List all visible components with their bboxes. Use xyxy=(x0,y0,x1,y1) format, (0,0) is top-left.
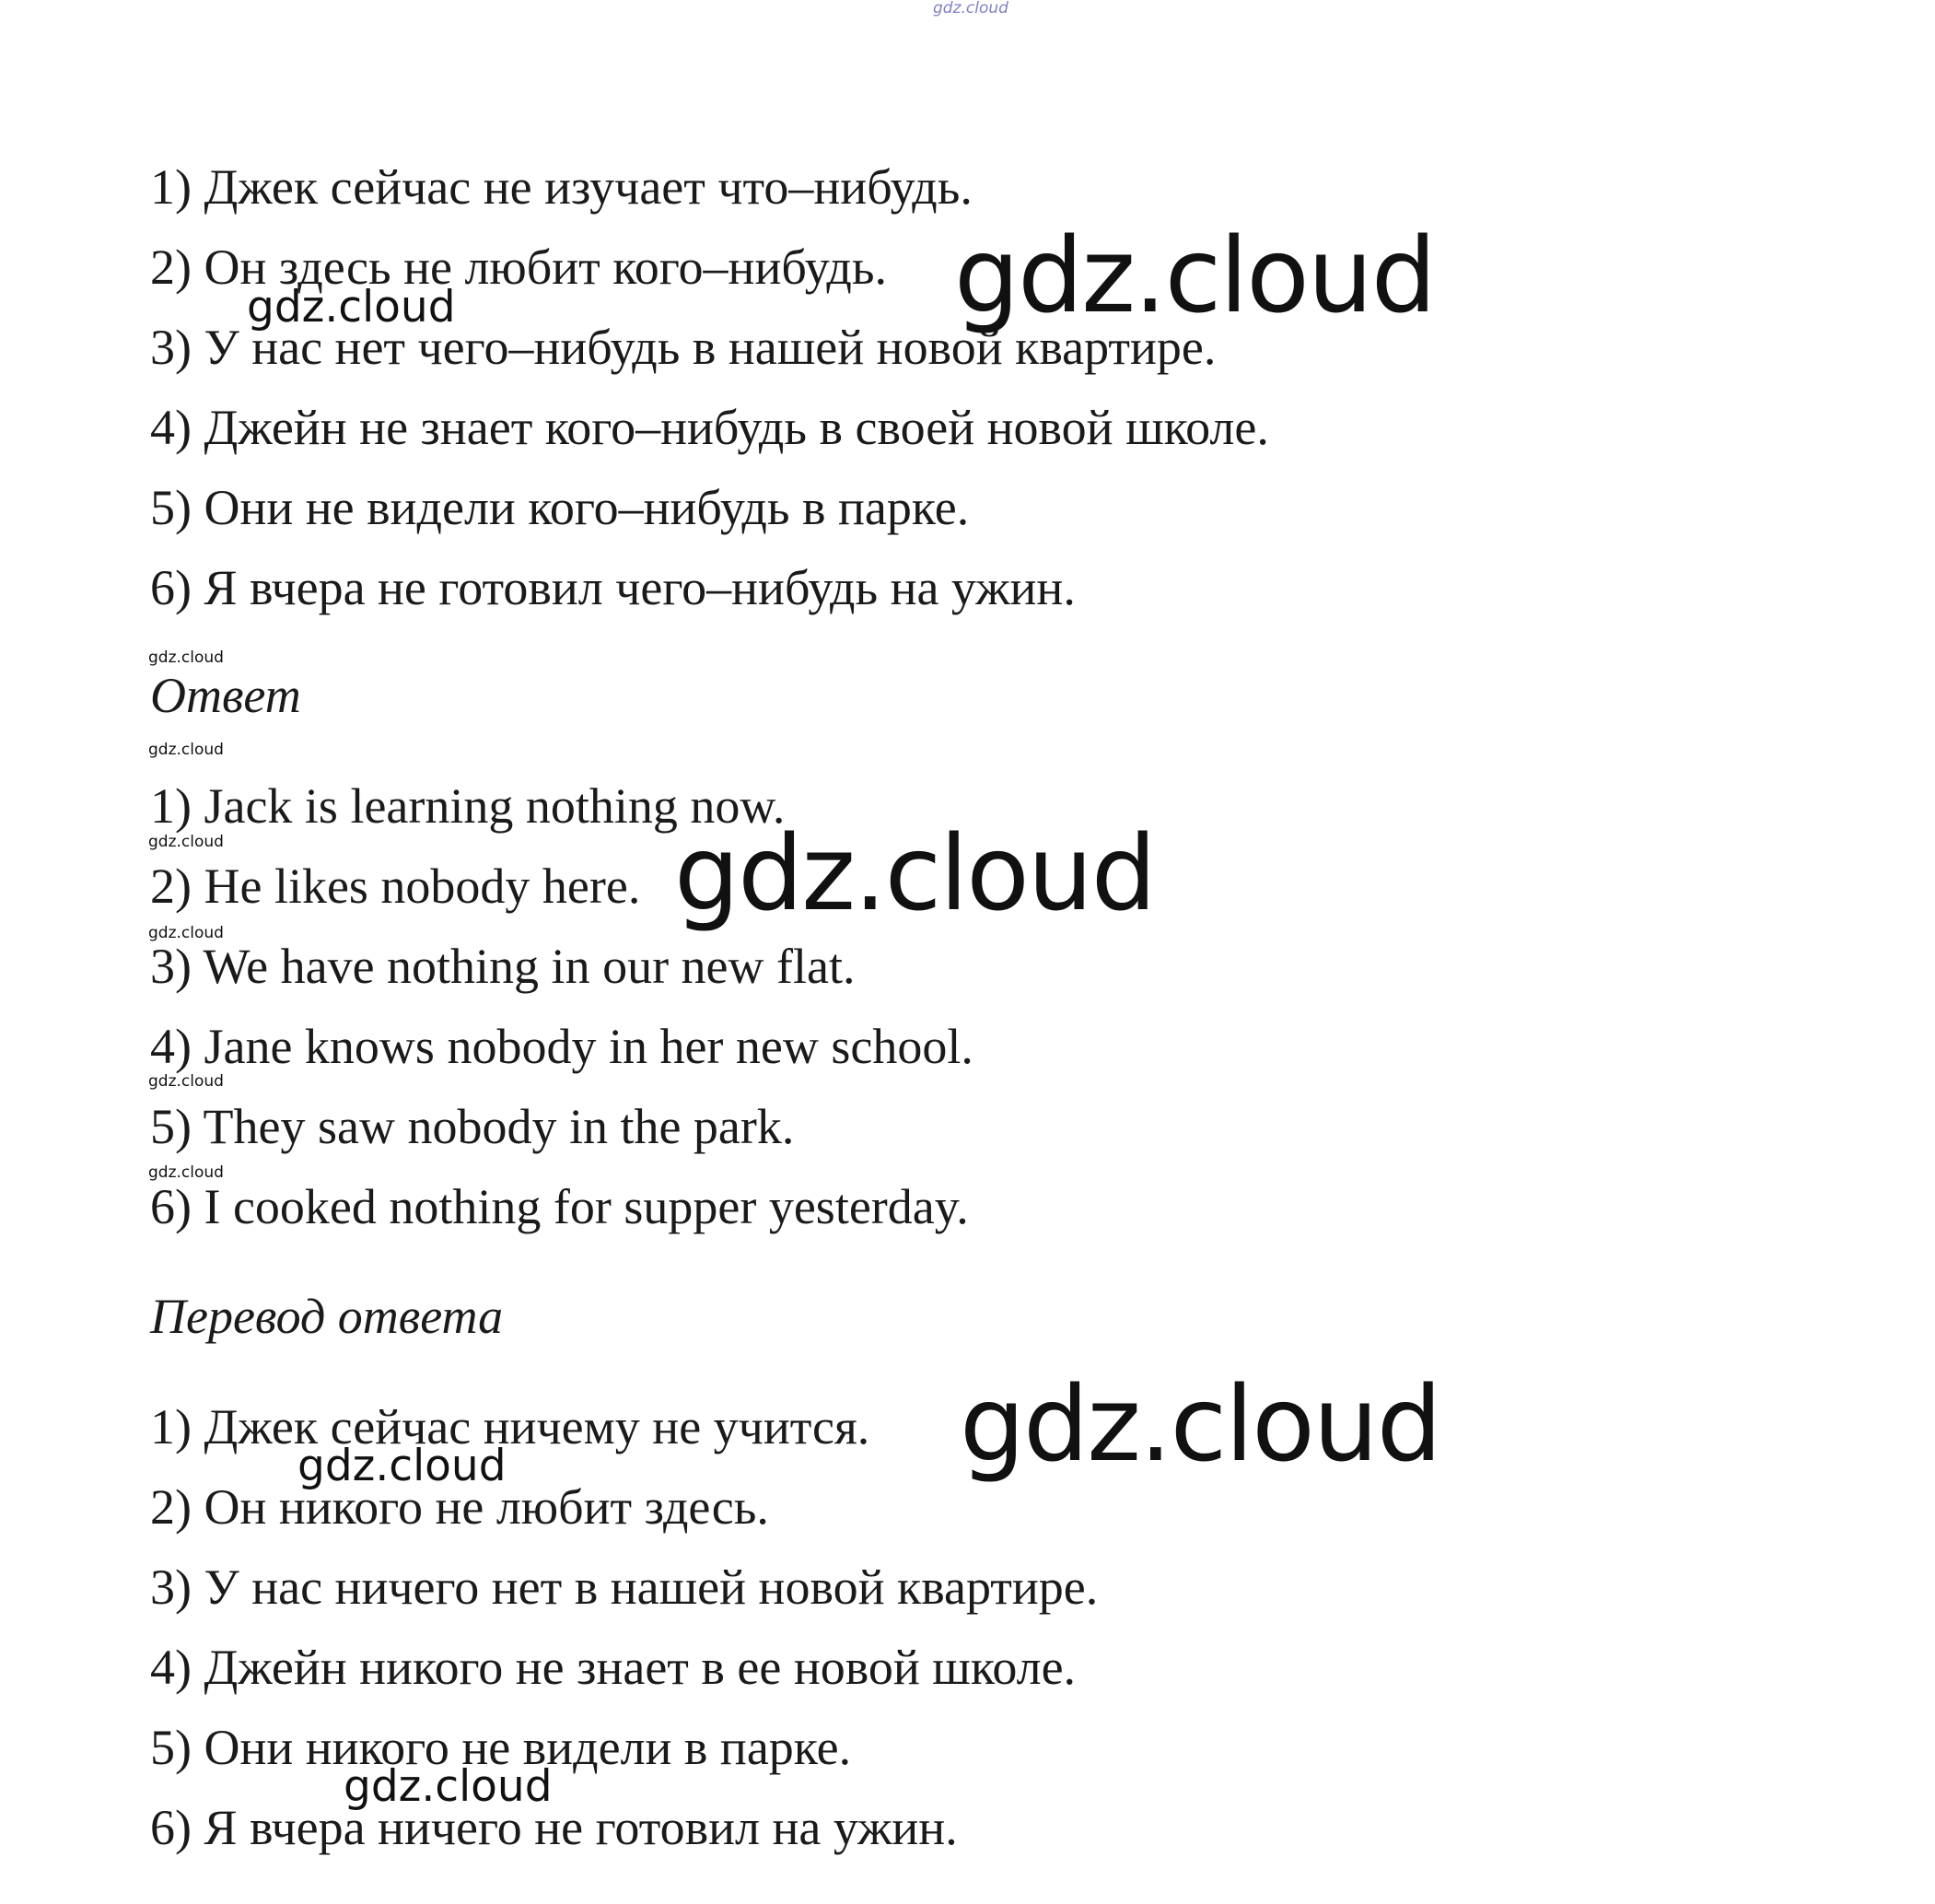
task-line-4: 4) Джейн не знает кого–нибудь в своей новой школе. xyxy=(150,400,1269,455)
watermark-tiny: gdz.cloud xyxy=(148,833,224,851)
translation-line-4: 4) Джейн никого не знает в ее новой школе. xyxy=(150,1640,1077,1695)
watermark-medium: gdz.cloud xyxy=(344,1761,553,1812)
task-line-3: 3) У нас нет чего–нибудь в нашей новой квартире. xyxy=(150,320,1217,375)
task-line-5: 5) Они не видели кого–нибудь в парке. xyxy=(150,480,970,535)
translation-line-1: 1) Джек сейчас ничему не учится. xyxy=(150,1399,870,1454)
translation-line-6: 6) Я вчера ничего не готовил на ужин. xyxy=(150,1800,958,1855)
watermark-tiny: gdz.cloud xyxy=(148,924,224,942)
translation-line-5: 5) Они никого не видели в парке. xyxy=(150,1720,852,1775)
answer-line-3: 3) We have nothing in our new flat. xyxy=(150,939,856,994)
answer-line-5: 5) They saw nobody in the park. xyxy=(150,1099,795,1154)
translation-heading: Перевод ответа xyxy=(150,1289,504,1344)
watermark-large: gdz.cloud xyxy=(960,1365,1440,1485)
watermark-large: gdz.cloud xyxy=(674,814,1155,934)
watermark-large: gdz.cloud xyxy=(954,216,1435,336)
task-line-1: 1) Джек сейчас не изучает что–нибудь. xyxy=(150,159,973,215)
answer-line-2: 2) He likes nobody here. xyxy=(150,859,641,914)
watermark-medium: gdz.cloud xyxy=(297,1441,507,1491)
answer-line-4: 4) Jane knows nobody in her new school. xyxy=(150,1019,973,1074)
task-line-6: 6) Я вчера не готовил чего–нибудь на ужин. xyxy=(150,560,1076,615)
answer-line-1: 1) Jack is learning nothing now. xyxy=(150,778,786,834)
watermark-tiny: gdz.cloud xyxy=(148,1163,224,1182)
watermark-tiny: gdz.cloud xyxy=(148,648,224,667)
answer-line-6: 6) I cooked nothing for supper yesterday. xyxy=(150,1179,969,1234)
watermark-tiny: gdz.cloud xyxy=(148,1072,224,1091)
translation-line-3: 3) У нас ничего нет в нашей новой квартире. xyxy=(150,1559,1099,1615)
watermark-medium: gdz.cloud xyxy=(247,282,456,333)
translation-line-2: 2) Он никого не любит здесь. xyxy=(150,1479,769,1535)
watermark-tiny: gdz.cloud xyxy=(148,741,224,759)
watermark-top: gdz.cloud xyxy=(933,0,1008,18)
answer-heading: Ответ xyxy=(150,668,301,723)
task-line-2: 2) Он здесь не любит кого–нибудь. xyxy=(150,239,887,295)
